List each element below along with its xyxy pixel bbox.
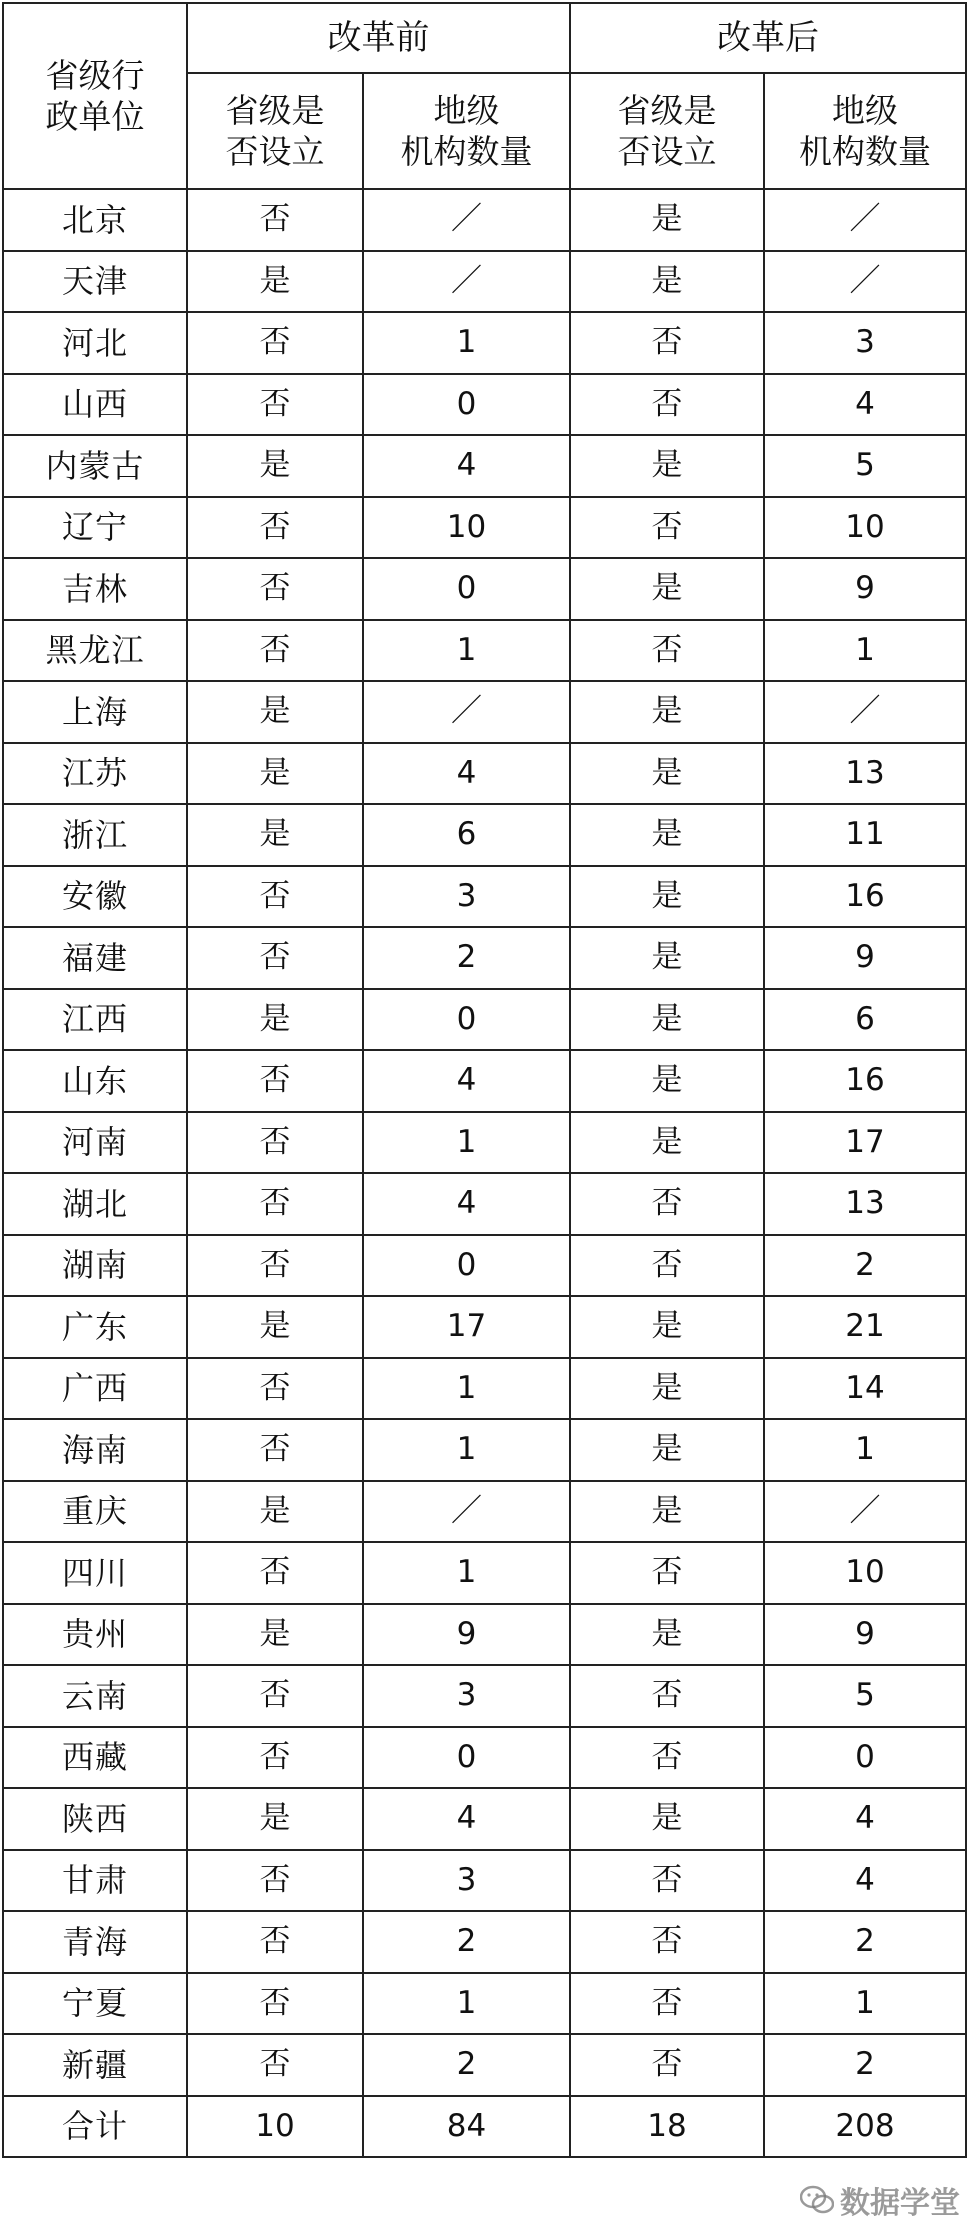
- after-count-cell: 4: [764, 1788, 966, 1850]
- province-name: 上海: [3, 681, 187, 743]
- table-row: [3, 927, 966, 989]
- after-count-cell: 4: [764, 374, 966, 436]
- after-set-cell: 否: [570, 312, 764, 374]
- after-set-cell: 否: [570, 1665, 764, 1727]
- table-row: [3, 558, 966, 620]
- table-row: [3, 804, 966, 866]
- province-name: 宁夏: [3, 1973, 187, 2035]
- after-count-cell: 9: [764, 1604, 966, 1666]
- after-set-cell: 否: [570, 1850, 764, 1912]
- after-set-cell: 否: [570, 620, 764, 682]
- before-count-header-line1: 地级: [433, 90, 500, 130]
- category-header-line1: 省级行: [45, 55, 145, 95]
- table-row: [3, 1542, 966, 1604]
- province-name: 安徽: [3, 866, 187, 928]
- after-set-cell: 是: [570, 1050, 764, 1112]
- before-set-cell: 是: [187, 681, 363, 743]
- table-row: [3, 1481, 966, 1543]
- table-row: [3, 1727, 966, 1789]
- before-set-cell: 是: [187, 989, 363, 1051]
- after-count-cell: 10: [764, 497, 966, 559]
- before-count-cell: 4: [363, 743, 570, 805]
- province-name: 合计: [3, 2096, 187, 2158]
- before-set-header-line1: 省级是: [225, 90, 325, 130]
- after-count-cell: 1: [764, 1973, 966, 2035]
- after-set-cell: 是: [570, 927, 764, 989]
- before-count-cell: 2: [363, 927, 570, 989]
- table-row: [3, 435, 966, 497]
- before-count-cell: 4: [363, 1050, 570, 1112]
- before-count-cell: ／: [363, 189, 570, 251]
- province-name: 江西: [3, 989, 187, 1051]
- after-count-cell: 0: [764, 1727, 966, 1789]
- table-row: [3, 1850, 966, 1912]
- after-count-cell: 21: [764, 1296, 966, 1358]
- province-name: 河南: [3, 1112, 187, 1174]
- after-count-cell: 2: [764, 1911, 966, 1973]
- before-set-cell: 否: [187, 558, 363, 620]
- after-set-cell: 是: [570, 743, 764, 805]
- before-count-cell: 10: [363, 497, 570, 559]
- watermark-text: 数据学堂: [840, 2186, 960, 2221]
- after-count-cell: 16: [764, 1050, 966, 1112]
- table-body: [3, 189, 966, 2157]
- province-name: 河北: [3, 312, 187, 374]
- after-set-cell: 是: [570, 435, 764, 497]
- province-name: 黑龙江: [3, 620, 187, 682]
- province-name: 辽宁: [3, 497, 187, 559]
- before-count-cell: 3: [363, 1850, 570, 1912]
- table-row: [3, 1419, 966, 1481]
- province-name: 广西: [3, 1358, 187, 1420]
- before-count-cell: 9: [363, 1604, 570, 1666]
- table-row: [3, 1296, 966, 1358]
- after-count-cell: 6: [764, 989, 966, 1051]
- table-row: [3, 1358, 966, 1420]
- table-row: [3, 1604, 966, 1666]
- after-count-cell: 9: [764, 927, 966, 989]
- after-set-cell: 是: [570, 251, 764, 313]
- before-set-cell: 否: [187, 1112, 363, 1174]
- before-set-cell: 否: [187, 2034, 363, 2096]
- before-count-cell: 1: [363, 1973, 570, 2035]
- before-count-cell: 3: [363, 1665, 570, 1727]
- after-set-cell: 否: [570, 1973, 764, 2035]
- table-row: [3, 1665, 966, 1727]
- before-set-cell: 否: [187, 189, 363, 251]
- after-set-cell: 是: [570, 1358, 764, 1420]
- before-count-cell: 1: [363, 1542, 570, 1604]
- before-count-header: [363, 73, 570, 189]
- table-row: [3, 1973, 966, 2035]
- after-set-cell: 否: [570, 1911, 764, 1973]
- before-count-cell: 4: [363, 1788, 570, 1850]
- before-set-cell: 否: [187, 1727, 363, 1789]
- after-set-cell: 是: [570, 804, 764, 866]
- province-name: 陕西: [3, 1788, 187, 1850]
- province-name: 贵州: [3, 1604, 187, 1666]
- after-set-cell: 是: [570, 681, 764, 743]
- watermark: [800, 2178, 960, 2222]
- after-count-cell: 9: [764, 558, 966, 620]
- table-row: [3, 497, 966, 559]
- reform-table: [2, 2, 967, 2158]
- after-count-cell: 208: [764, 2096, 966, 2158]
- after-count-cell: ／: [764, 1481, 966, 1543]
- before-set-cell: 否: [187, 1665, 363, 1727]
- table-row: [3, 1235, 966, 1297]
- after-count-cell: 11: [764, 804, 966, 866]
- table-row: [3, 1050, 966, 1112]
- after-count-cell: 16: [764, 866, 966, 928]
- after-set-cell: 否: [570, 1542, 764, 1604]
- before-set-cell: 否: [187, 1235, 363, 1297]
- after-count-cell: 2: [764, 1235, 966, 1297]
- table-row: [3, 743, 966, 805]
- province-name: 西藏: [3, 1727, 187, 1789]
- before-count-cell: 0: [363, 989, 570, 1051]
- after-count-header-line2: 机构数量: [799, 132, 931, 171]
- province-name: 山西: [3, 374, 187, 436]
- after-set-cell: 是: [570, 1296, 764, 1358]
- province-name: 湖北: [3, 1173, 187, 1235]
- province-name: 甘肃: [3, 1850, 187, 1912]
- after-set-cell: 否: [570, 1727, 764, 1789]
- before-set-cell: 否: [187, 1050, 363, 1112]
- before-set-header-line2: 否设立: [225, 132, 325, 171]
- wechat-icon: [800, 2185, 834, 2215]
- after-set-cell: 是: [570, 1112, 764, 1174]
- category-header-line2: 政单位: [45, 97, 145, 136]
- table-row: [3, 989, 966, 1051]
- before-count-cell: 3: [363, 866, 570, 928]
- before-count-cell: 17: [363, 1296, 570, 1358]
- before-set-cell: 否: [187, 1542, 363, 1604]
- before-count-cell: 0: [363, 1727, 570, 1789]
- before-count-cell: 1: [363, 1112, 570, 1174]
- province-name: 海南: [3, 1419, 187, 1481]
- table-row: [3, 312, 966, 374]
- before-count-cell: 4: [363, 1173, 570, 1235]
- before-count-cell: 84: [363, 2096, 570, 2158]
- after-set-cell: 18: [570, 2096, 764, 2158]
- after-set-cell: 是: [570, 1481, 764, 1543]
- before-count-cell: 1: [363, 312, 570, 374]
- table-row: [3, 620, 966, 682]
- before-count-cell: 0: [363, 558, 570, 620]
- after-count-cell: 13: [764, 743, 966, 805]
- province-name: 新疆: [3, 2034, 187, 2096]
- before-set-cell: 否: [187, 1173, 363, 1235]
- after-set-cell: 是: [570, 1788, 764, 1850]
- after-set-cell: 是: [570, 1419, 764, 1481]
- after-count-cell: ／: [764, 681, 966, 743]
- after-count-cell: 10: [764, 1542, 966, 1604]
- province-name: 广东: [3, 1296, 187, 1358]
- table-row: [3, 866, 966, 928]
- before-count-cell: 1: [363, 1419, 570, 1481]
- table-row: [3, 1911, 966, 1973]
- before-reform-header: 改革前: [187, 3, 570, 73]
- before-set-cell: 否: [187, 374, 363, 436]
- before-set-cell: 否: [187, 866, 363, 928]
- before-set-cell: 否: [187, 1973, 363, 2035]
- before-count-cell: 2: [363, 2034, 570, 2096]
- before-set-cell: 是: [187, 1296, 363, 1358]
- after-set-cell: 否: [570, 1173, 764, 1235]
- province-name: 江苏: [3, 743, 187, 805]
- after-set-cell: 是: [570, 989, 764, 1051]
- before-count-cell: ／: [363, 251, 570, 313]
- table-row: [3, 251, 966, 313]
- province-name: 四川: [3, 1542, 187, 1604]
- before-set-cell: 否: [187, 1419, 363, 1481]
- after-count-cell: 1: [764, 1419, 966, 1481]
- total-row: [3, 2096, 966, 2158]
- before-count-cell: 1: [363, 620, 570, 682]
- after-count-cell: ／: [764, 189, 966, 251]
- before-count-header-line2: 机构数量: [400, 132, 533, 171]
- after-count-cell: 4: [764, 1850, 966, 1912]
- after-set-cell: 是: [570, 1604, 764, 1666]
- after-set-cell: 是: [570, 189, 764, 251]
- province-name: 云南: [3, 1665, 187, 1727]
- table-row: [3, 189, 966, 251]
- after-count-header: [764, 73, 966, 189]
- after-set-cell: 否: [570, 1235, 764, 1297]
- before-set-cell: 否: [187, 927, 363, 989]
- after-set-cell: 否: [570, 2034, 764, 2096]
- after-count-header-line1: 地级: [832, 90, 898, 130]
- before-set-cell: 否: [187, 497, 363, 559]
- after-set-cell: 是: [570, 866, 764, 928]
- before-set-cell: 是: [187, 1481, 363, 1543]
- after-count-cell: 17: [764, 1112, 966, 1174]
- before-count-cell: 1: [363, 1358, 570, 1420]
- after-count-cell: 5: [764, 1665, 966, 1727]
- table-row: [3, 1112, 966, 1174]
- before-set-cell: 是: [187, 1604, 363, 1666]
- after-count-cell: ／: [764, 251, 966, 313]
- before-count-cell: ／: [363, 1481, 570, 1543]
- before-count-cell: 2: [363, 1911, 570, 1973]
- table-row: [3, 681, 966, 743]
- before-set-cell: 否: [187, 1911, 363, 1973]
- after-count-cell: 5: [764, 435, 966, 497]
- province-name: 重庆: [3, 1481, 187, 1543]
- after-count-cell: 14: [764, 1358, 966, 1420]
- before-count-cell: 0: [363, 1235, 570, 1297]
- province-name: 内蒙古: [3, 435, 187, 497]
- after-set-cell: 否: [570, 374, 764, 436]
- province-name: 湖南: [3, 1235, 187, 1297]
- province-name: 吉林: [3, 558, 187, 620]
- before-count-cell: 4: [363, 435, 570, 497]
- after-set-cell: 否: [570, 497, 764, 559]
- after-set-header: [570, 73, 764, 189]
- table-row: [3, 1788, 966, 1850]
- before-count-cell: 6: [363, 804, 570, 866]
- category-header: [3, 3, 187, 189]
- before-set-cell: 否: [187, 312, 363, 374]
- table-row: [3, 374, 966, 436]
- before-set-cell: 否: [187, 1358, 363, 1420]
- province-name: 福建: [3, 927, 187, 989]
- before-set-header: [187, 73, 363, 189]
- before-count-cell: 0: [363, 374, 570, 436]
- table-row: [3, 1173, 966, 1235]
- after-count-cell: 13: [764, 1173, 966, 1235]
- after-count-cell: 2: [764, 2034, 966, 2096]
- before-set-cell: 否: [187, 1850, 363, 1912]
- province-name: 北京: [3, 189, 187, 251]
- table-row: [3, 2034, 966, 2096]
- province-name: 天津: [3, 251, 187, 313]
- after-set-cell: 是: [570, 558, 764, 620]
- after-reform-header: 改革后: [570, 3, 966, 73]
- after-set-header-line1: 省级是: [617, 90, 717, 130]
- before-set-cell: 否: [187, 620, 363, 682]
- before-count-cell: ／: [363, 681, 570, 743]
- province-name: 山东: [3, 1050, 187, 1112]
- before-set-cell: 是: [187, 743, 363, 805]
- before-set-cell: 是: [187, 804, 363, 866]
- province-name: 浙江: [3, 804, 187, 866]
- after-set-header-line2: 否设立: [617, 132, 717, 171]
- before-set-cell: 是: [187, 435, 363, 497]
- before-set-cell: 是: [187, 1788, 363, 1850]
- province-name: 青海: [3, 1911, 187, 1973]
- before-set-cell: 是: [187, 251, 363, 313]
- before-set-cell: 10: [187, 2096, 363, 2158]
- after-count-cell: 3: [764, 312, 966, 374]
- after-count-cell: 1: [764, 620, 966, 682]
